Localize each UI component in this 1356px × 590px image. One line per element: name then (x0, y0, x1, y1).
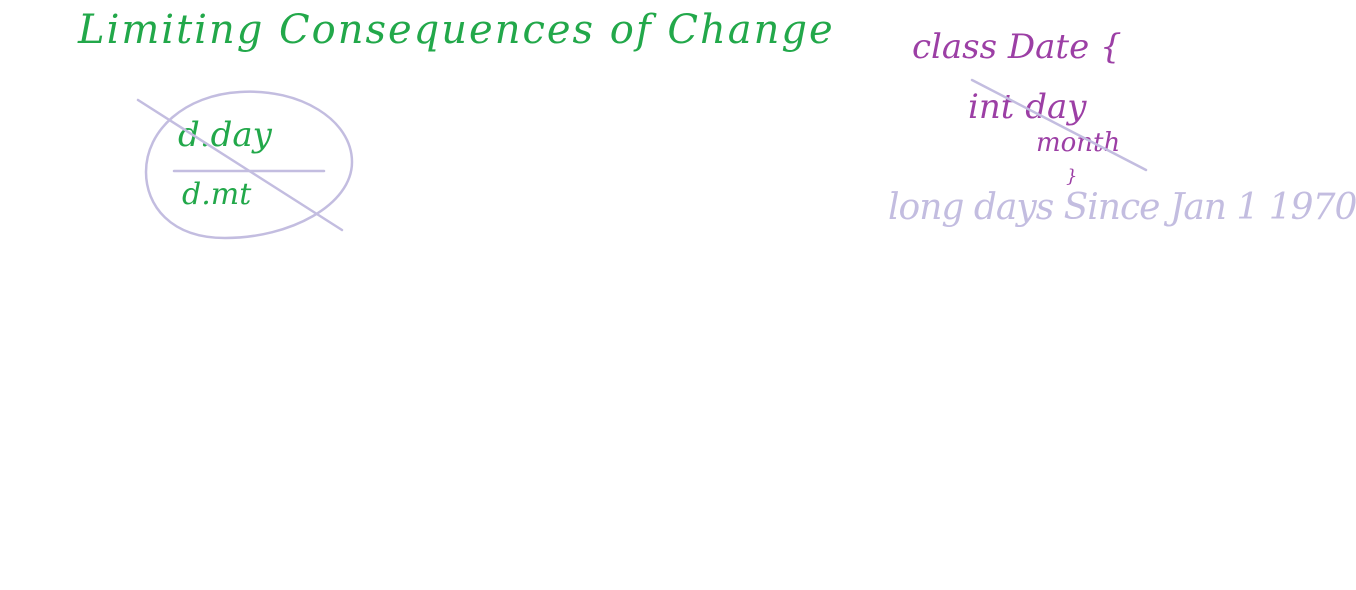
field-month: month (1036, 128, 1121, 158)
title-text: Limiting Consequences of Change (78, 7, 835, 53)
cross-out-fields (972, 80, 1146, 170)
closing-brace: } (1066, 166, 1078, 187)
fraction-denominator: d.mt (182, 177, 252, 212)
fraction-numerator: d.day (178, 115, 272, 155)
class-declaration: class Date { (912, 27, 1122, 67)
field-long-days: long days Since Jan 1 1970 (888, 187, 1356, 228)
cross-out-fraction (138, 100, 342, 230)
field-int-day: int day (968, 87, 1087, 127)
